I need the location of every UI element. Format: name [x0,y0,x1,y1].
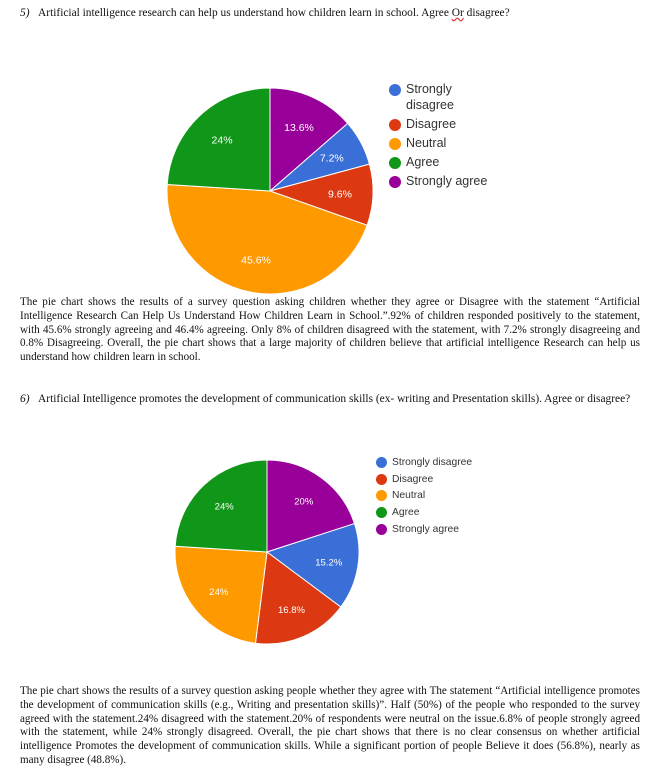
paragraph-q6: The pie chart shows the results of a survey question asking people whether they agree with The statement “Artificial intelligence promotes the development of communication skills (e.g., Writing and presentation skills)”. Half (50%) of the people who responded to the survey agreed with the statement.24% disagreed with the statement.20% of respondents were neutral on the issue.6.8% of people strongly agreed with the statement, while 24% strongly disagreed. Overall, the pie chart shows that there is no clear consensus on whether artificial intelligence Promotes the development of communication skills. While a significant portion of people Believe it does (56.8%), nearly as many disagree (48.8%). [20,685,640,766]
pie-label-agree: 24% [211,134,233,147]
pie-label-disagree: 16.8% [278,604,305,616]
legend-item-strongly-disagree [389,82,499,113]
legend-swatch [389,119,401,131]
legend-label: Disagree [406,116,457,131]
question-5-number: 5) [20,7,30,19]
pie-label-neutral: 24% [209,587,229,599]
legend-item-strongly-agree [389,174,499,190]
legend-swatch [389,138,401,150]
question-5-or: Or [451,7,464,19]
question-5-text-end: disagree? [463,7,510,19]
paragraph-q5: The pie chart shows the results of a survey question asking children whether they agree or Disagree with the statement “Artificial Intelligence Research Can Help Us Understand How Children Learn in School.”.92% of children responded positively to the statement, with 45.6% strongly agreeing and 46.4% agreeing. Only 8% of children disagreed with the statement, with 7.2% strongly disagreeing and 0.8% Disagreeing. Overall, the pie chart shows that a large majority of children believe that artificial intelligence Research can help us understand how children learn in school. [20,296,640,364]
legend-item-neutral [389,136,499,152]
pie-label-agree: 24% [214,501,234,513]
question-5 [20,6,640,20]
legend-item-disagree [389,117,499,133]
legend-label: Strongly agree [392,523,459,535]
legend-item-disagree [376,473,476,486]
legend-label: Strongly disagree [406,82,454,112]
question-6-number: 6) [20,393,30,405]
legend-label: Strongly disagree [392,457,473,468]
legend-label: Neutral [392,490,426,502]
legend-item-agree [376,506,476,519]
question-5-text: Artificial intelligence research can help us understand how children learn in school. Agree [38,7,452,19]
legend-label: Disagree [392,473,434,485]
pie-label-disagree: 9.6% [328,188,352,201]
legend-label: Strongly agree [406,173,488,188]
legend-item-neutral [376,489,476,502]
legend-q5 [389,82,499,193]
legend-item-strongly-agree [376,523,476,536]
legend-label: Neutral [406,135,447,150]
pie-chart-q6 [171,456,371,656]
legend-item-strongly-disagree [376,456,476,469]
pie-label-strongly-agree: 20% [294,496,314,508]
pie-label-strongly-disagree: 7.2% [319,152,344,165]
legend-q6 [376,456,476,539]
legend-label: Agree [406,154,440,169]
legend-swatch [389,157,401,169]
legend-swatch [389,84,401,96]
legend-label: Agree [392,507,420,519]
legend-swatch [376,457,387,468]
pie-label-strongly-agree: 13.6% [284,121,314,134]
legend-swatch [376,524,387,535]
legend-swatch [376,507,387,518]
pie-label-strongly-disagree: 15.2% [315,557,343,569]
question-6 [20,392,640,406]
legend-item-agree [389,155,499,171]
legend-swatch [376,490,387,501]
legend-swatch [376,474,387,485]
legend-swatch [389,176,401,188]
pie-chart-q5 [160,82,380,302]
question-6-text: Artificial Intelligence promotes the development of communication skills (ex- writing and Presentation skills). Agree or disagree? [38,393,631,405]
pie-label-neutral: 45.6% [241,254,271,267]
